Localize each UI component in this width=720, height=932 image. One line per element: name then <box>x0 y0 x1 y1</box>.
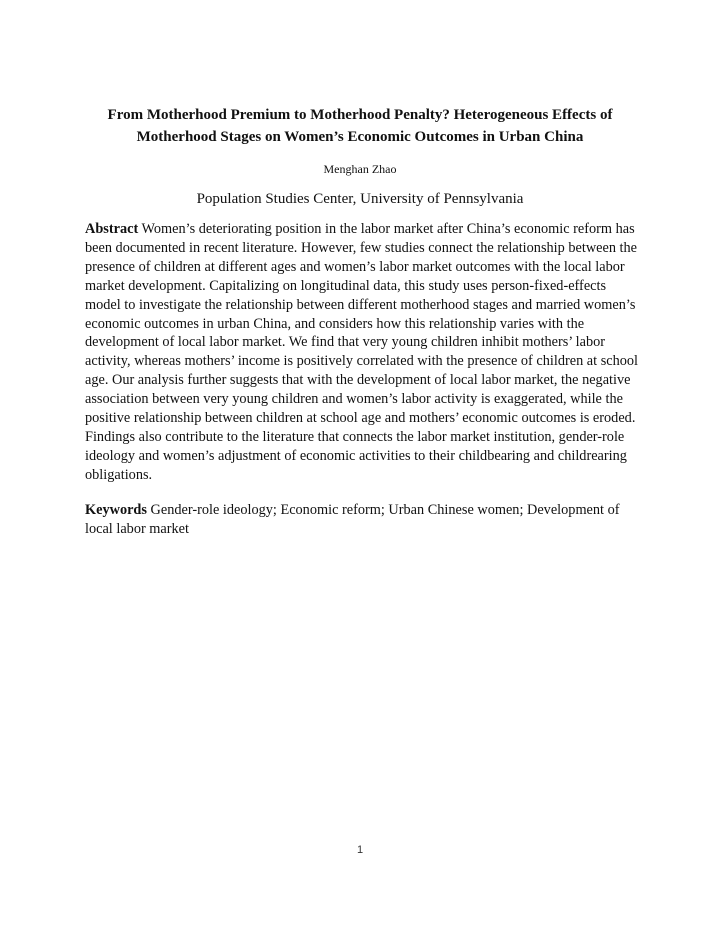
keywords-text: Gender-role ideology; Economic reform; Urban Chinese women; Development of <box>146 502 620 518</box>
abstract-line-10: association between very young children and women’s labor activity is exaggerated, while the <box>85 391 623 408</box>
abstract-text: Women’s deteriorating position in the labor market after China’s economic reform has <box>138 221 635 237</box>
abstract-line-6: economic outcomes in urban China, and considers how this relationship varies with the <box>85 315 585 332</box>
keywords-label: Keywords <box>85 502 147 518</box>
abstract-line-4: market development. Capitalizing on longitudinal data, this study uses person-fixed-effects <box>85 277 607 294</box>
paper-title <box>60 104 660 148</box>
keywords-line-1 <box>85 501 645 520</box>
abstract-line-2: been documented in recent literature. However, few studies connect the relationship between the <box>85 239 638 256</box>
abstract-line-9: age. Our analysis further suggests that with the development of local labor market, the negative <box>85 372 631 389</box>
author-name: Menghan Zhao <box>323 162 397 176</box>
abstract-label: Abstract <box>85 221 139 237</box>
abstract-line-3: presence of children at different ages and women’s labor market outcomes with the local labor <box>85 258 625 275</box>
keywords-line-2: local labor market <box>85 520 190 537</box>
page-number: 1 <box>356 844 364 856</box>
keywords-section <box>85 501 645 539</box>
abstract-line-12: Findings also contribute to the literature that connects the labor market institution, gender-role <box>85 428 625 445</box>
abstract-line-11: positive relationship between children at school age and mothers’ economic outcomes is eroded. <box>85 410 636 427</box>
abstract-line-1 <box>85 220 645 239</box>
title-line-2: Motherhood Stages on Women’s Economic Outcomes in Urban China <box>136 129 584 145</box>
abstract-line-14: obligations. <box>85 466 153 483</box>
abstract-line-5: model to investigate the relationship between different motherhood stages and married women’s <box>85 296 636 313</box>
abstract-line-7: development of local labor market. We find that very young children inhibit mothers’ labor <box>85 334 606 351</box>
abstract-section <box>85 220 645 485</box>
author-affiliation: Population Studies Center, University of Pennsylvania <box>196 191 524 207</box>
title-line-1: From Motherhood Premium to Motherhood Penalty? Heterogeneous Effects of <box>107 107 613 123</box>
abstract-line-8: activity, whereas mothers’ income is positively correlated with the presence of children at school <box>85 353 639 370</box>
abstract-line-13: ideology and women’s adjustment of economic activities to their childbearing and childrearing <box>85 447 627 464</box>
